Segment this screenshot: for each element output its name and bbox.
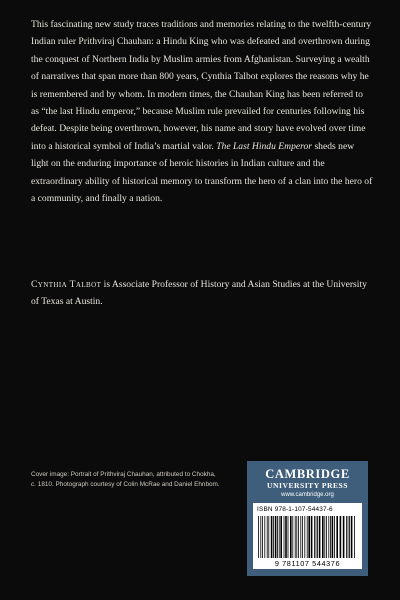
barcode-bar [332, 516, 334, 558]
barcode-bar [271, 516, 273, 558]
barcode-bar [277, 516, 278, 558]
barcode-number: 9 781107 544376 [274, 559, 341, 568]
credit-text-part1: Cover image: Portrait of Prithviraj Chauhan, attributed to Chokha, [31, 471, 216, 478]
barcode-bar [322, 516, 324, 558]
barcode-bar [267, 516, 268, 558]
publisher-url: www.cambridge.org [281, 492, 334, 498]
barcode-bar [284, 516, 285, 558]
barcode-bar [304, 516, 305, 558]
barcode-bar [258, 516, 259, 558]
blurb-paragraph [31, 16, 373, 207]
publisher-name: CAMBRIDGE [265, 467, 350, 481]
barcode-bar [279, 516, 280, 558]
barcode-bar [319, 516, 321, 558]
barcode-bar [346, 516, 347, 558]
barcode-bar [354, 516, 355, 558]
author-bio [31, 276, 373, 311]
isbn-label: ISBN 978-1-107-54437-6 [257, 506, 333, 513]
blurb-text-part2: sheds new light on the enduring importance of heroic histories in Indian culture and the extraordinary ability of historical memory to transform the hero of a clan into the hero of a community, and finally a nation. [31, 140, 373, 205]
barcode-bar [290, 516, 292, 558]
barcode-bar [343, 516, 345, 558]
barcode-bar [302, 516, 303, 558]
barcode-bar [351, 516, 353, 558]
barcode-bar [340, 516, 342, 558]
cover-image-credit [31, 470, 221, 491]
author-name: Cynthia Talbot [31, 279, 102, 290]
publisher-subtitle: UNIVERSITY PRESS [267, 481, 348, 490]
barcode-bar [288, 516, 289, 558]
barcode-bar [317, 516, 318, 558]
barcode-bar [268, 516, 269, 558]
barcode-bar [349, 516, 350, 558]
barcode-bar [292, 516, 293, 558]
credit-text-part2: 1810. Photograph courtesy of Colin McRae and Daniel Ehnbom. [35, 481, 220, 489]
barcode-bar [311, 516, 313, 558]
barcode-bar [298, 516, 299, 558]
barcode-bar [316, 516, 317, 558]
barcode-bar [295, 516, 296, 558]
barcode-bar [260, 516, 261, 558]
barcode-bar [275, 516, 277, 558]
barcode-bar [328, 516, 329, 558]
barcode-bar [280, 516, 282, 558]
barcode-bar [308, 516, 310, 558]
barcode-bar [262, 516, 263, 558]
publisher-box [247, 461, 368, 576]
barcode-bar [334, 516, 335, 558]
barcode-bar [307, 516, 308, 558]
barcode-bar [324, 516, 325, 558]
barcode-bar [348, 516, 349, 558]
book-blurb [31, 16, 373, 207]
blurb-text-part1: This fascinating new study traces traditions and memories relating to the twelfth-century Indian ruler Prithviraj Chauhan: a Hindu King who was defeated and overthrown during the conquest of Northern India by Muslim armies from Afghanistan. Surveying a wealth of narratives that span more than 800 years, Cynthia Talbot explores the reasons why he is remembered and by whom. In modern times, the Chauhan King has been referred to as “the last Hindu emperor,” because Muslim rule prevailed for centuries following his defeat. Despite being overthrown, however, his name and story have evolved over time into a historical symbol of India’s martial valor. [31, 19, 372, 152]
barcode-image [257, 516, 358, 558]
barcode-bar [314, 516, 315, 558]
barcode-bar [300, 516, 301, 558]
barcode-bar [326, 516, 327, 558]
barcode-bar [285, 516, 287, 558]
barcode-bar [296, 516, 297, 558]
barcode-panel [253, 503, 362, 569]
barcode-bar [330, 516, 331, 558]
barcode-bar [336, 516, 338, 558]
barcode-bar [264, 516, 265, 558]
barcode-bar [273, 516, 274, 558]
author-bio-text: is Associate Professor of History and Asian Studies at the University of Texas at Austin. [31, 279, 367, 308]
blurb-book-title: The Last Hindu Emperor [216, 140, 313, 152]
credit-circa: c. [31, 481, 36, 489]
